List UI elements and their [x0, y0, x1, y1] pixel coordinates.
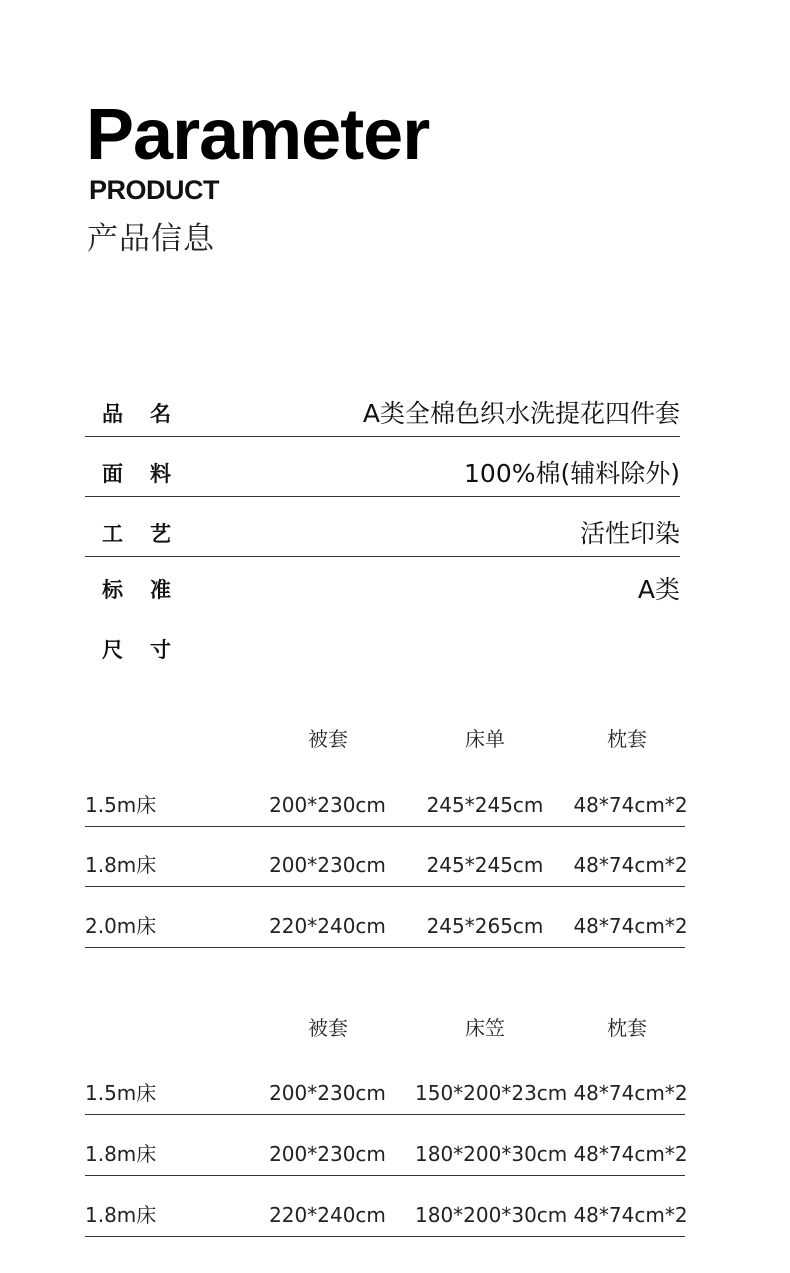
table-cell: 1.5m床 — [85, 793, 157, 817]
page-title: Parameter — [86, 95, 430, 175]
attr-row-craft — [85, 514, 680, 557]
table-cell: 48*74cm*2 — [573, 914, 688, 938]
table-cell: 180*200*30cm — [415, 1203, 568, 1227]
attr-row-standard — [85, 570, 680, 612]
table-row — [85, 1192, 688, 1237]
attr-value: A类 — [637, 575, 680, 604]
table-cell: 220*240cm — [269, 914, 386, 938]
attr-value: 活性印染 — [579, 519, 680, 548]
table-cell: 1.8m床 — [85, 1142, 157, 1166]
table-row — [85, 782, 688, 827]
table1-header: 枕套 — [607, 727, 647, 751]
table-cell: 48*74cm*2 — [573, 1203, 688, 1227]
table-cell: 200*230cm — [269, 1081, 386, 1105]
subtitle-chinese: 产品信息 — [87, 221, 215, 257]
attr-value: 100%棉(辅料除外) — [464, 459, 680, 488]
table2-header: 枕套 — [607, 1016, 647, 1040]
attr-value: A类全棉色织水洗提花四件套 — [362, 399, 680, 428]
table-cell: 245*245cm — [426, 853, 544, 877]
subtitle-english: PRODUCT — [89, 175, 219, 205]
attr-label: 工艺 — [102, 522, 198, 546]
table2-header: 床笠 — [465, 1016, 505, 1040]
table-cell: 1.8m床 — [85, 1203, 157, 1227]
table-cell: 245*245cm — [426, 793, 544, 817]
attr-row-size — [85, 630, 680, 672]
table-cell: 245*265cm — [426, 914, 544, 938]
attr-label: 品名 — [102, 402, 198, 426]
table1-header: 床单 — [465, 727, 505, 751]
attr-label: 标准 — [102, 578, 198, 602]
table-cell: 150*200*23cm — [415, 1081, 568, 1105]
table-cell: 200*230cm — [269, 793, 386, 817]
table-cell: 1.8m床 — [85, 853, 157, 877]
table-cell: 2.0m床 — [85, 914, 157, 938]
attr-row-name — [85, 394, 680, 437]
table-cell: 48*74cm*2 — [573, 1142, 688, 1166]
attr-row-fabric — [85, 454, 680, 497]
table-row — [85, 1131, 688, 1176]
table-cell: 200*230cm — [269, 853, 386, 877]
attr-label: 面料 — [102, 462, 198, 486]
table-cell: 48*74cm*2 — [573, 793, 688, 817]
table-cell: 220*240cm — [269, 1203, 386, 1227]
table-cell: 1.5m床 — [85, 1081, 157, 1105]
table1-header: 被套 — [308, 727, 348, 751]
table-cell: 200*230cm — [269, 1142, 386, 1166]
table-row — [85, 903, 688, 948]
table-cell: 48*74cm*2 — [573, 1081, 688, 1105]
table-row — [85, 1070, 688, 1115]
attr-label: 尺寸 — [102, 638, 198, 662]
table2-header: 被套 — [308, 1016, 348, 1040]
table-cell: 180*200*30cm — [415, 1142, 568, 1166]
table-cell: 48*74cm*2 — [573, 853, 688, 877]
table-row — [85, 842, 688, 887]
